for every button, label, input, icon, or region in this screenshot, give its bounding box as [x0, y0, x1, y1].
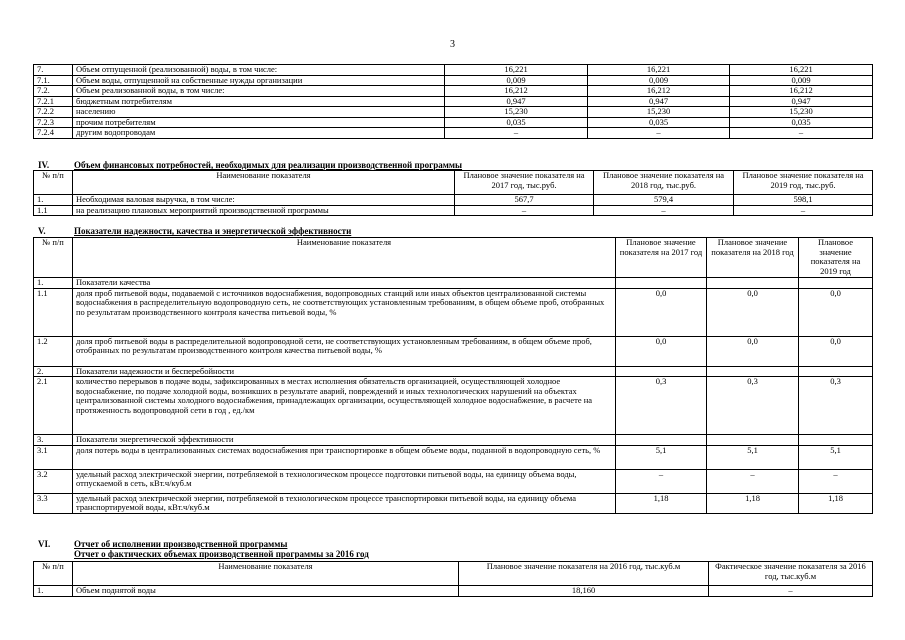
value-2018: –: [594, 205, 734, 216]
header-2018: Плановое значение показателя на 2018 год: [707, 238, 799, 278]
value-2018: [707, 435, 799, 446]
row-name: Объем отпущенной (реализованной) воды, в том числе:: [73, 65, 445, 76]
header-2018: Плановое значение показателя на 2018 год, тыс.руб.: [594, 171, 734, 195]
table-row: [34, 117, 873, 128]
value-2019: [799, 366, 873, 377]
value-2018: [707, 278, 799, 289]
row-num: 7.2.: [34, 86, 73, 97]
row-name: удельный расход электрической энергии, потребляемой в технологическом процессе подготовки питьевой воды, на единицу объема воды, отпускаемой в сеть, кВт.ч/куб.м: [73, 469, 616, 493]
row-name: Объем воды, отпущенной на собственные нужды организации: [73, 75, 445, 86]
section-number: IV.: [38, 160, 50, 170]
table-row: [34, 205, 873, 216]
value-2017: 1,18: [616, 493, 707, 513]
row-num: 3.1: [34, 445, 73, 469]
value-2017: 16,212: [445, 86, 588, 97]
section-number: V.: [38, 226, 46, 236]
row-num: 7.1.: [34, 75, 73, 86]
value-2017: –: [616, 469, 707, 493]
table-row: [34, 445, 873, 469]
value-2018: 15,230: [588, 107, 730, 118]
row-num: 7.2.3: [34, 117, 73, 128]
value-2019: 5,1: [799, 445, 873, 469]
row-name: Объем реализованной воды, в том числе:: [73, 86, 445, 97]
value-2017: 567,7: [455, 195, 594, 206]
table-row: [34, 435, 873, 446]
row-name: количество перерывов в подаче воды, зафиксированных в местах исполнения обязательств организацией, осуществляющей холодное водоснабжение, по подаче холодной воды, возникших в результате аварий, повреждений и иных технологических нарушений на объектах централизованной системы холодного водоснабжения, принадлежащих организации, осуществляющей холодное водоснабжение, в расчете на протяженность водопроводной сети в год , ед./км: [73, 377, 616, 435]
row-num: 7.: [34, 65, 73, 76]
financial-needs-table: [33, 170, 873, 216]
row-name: Показатели энергетической эффективности: [73, 435, 616, 446]
value-2019: 16,221: [730, 65, 873, 76]
row-num: 2.1: [34, 377, 73, 435]
value-2018: 0,009: [588, 75, 730, 86]
header-num: № п/п: [34, 562, 73, 586]
value-2017: [616, 366, 707, 377]
table-row: [34, 86, 873, 97]
value-2019: 0,0: [799, 288, 873, 336]
value-2017: 0,0: [616, 288, 707, 336]
value-2017: 0,035: [445, 117, 588, 128]
value-2017: [616, 435, 707, 446]
value-2019: 0,035: [730, 117, 873, 128]
table-row: [34, 469, 873, 493]
value-2018: –: [588, 128, 730, 139]
header-2019: Плановое значение показателя на 2019 год, тыс.руб.: [734, 171, 873, 195]
section-title: Объем финансовых потребностей, необходимых для реализации производственной программы: [74, 160, 463, 170]
value-2019: –: [734, 205, 873, 216]
row-name: доля потерь воды в централизованных системах водоснабжения при транспортировке в общем объеме воды, поданной в водопроводную сеть, %: [73, 445, 616, 469]
row-num: 1.1: [34, 288, 73, 336]
value-2019: 16,212: [730, 86, 873, 97]
row-name: Необходимая валовая выручка, в том числе:: [73, 195, 455, 206]
row-num: 7.2.4: [34, 128, 73, 139]
table-row: [34, 65, 873, 76]
value-2017: –: [455, 205, 594, 216]
table-row: [34, 288, 873, 336]
table-row: [34, 128, 873, 139]
row-num: 7.2.1: [34, 96, 73, 107]
row-name: бюджетным потребителям: [73, 96, 445, 107]
row-name: Показатели качества: [73, 278, 616, 289]
header-2017: Плановое значение показателя на 2017 год: [616, 238, 707, 278]
value-2017: 0,947: [445, 96, 588, 107]
row-name: на реализацию плановых мероприятий производственной программы: [73, 205, 455, 216]
row-name: доля проб питьевой воды, подаваемой с источников водоснабжения, водопроводных станций или иных объектов централизованной системы водоснабжения в распределительную водопроводную сеть, не соответствующих установленным требованиям, в общем объеме проб, отобранных по результатам производственного контроля качества питьевой воды, %: [73, 288, 616, 336]
section-5-heading: [38, 226, 351, 236]
table-row: [34, 377, 873, 435]
header-fact: Фактическое значение показателя за 2016 год, тыс.куб.м: [709, 562, 873, 586]
value-2018: 16,212: [588, 86, 730, 97]
section-subtitle: Отчет о фактических объемах производственной программы за 2016 год: [74, 549, 369, 559]
table-row: [34, 96, 873, 107]
water-volume-table: [33, 64, 873, 139]
value-2019: 0,0: [799, 336, 873, 366]
table-row: [34, 195, 873, 206]
section-4-heading: [38, 160, 462, 170]
row-num: 1.: [34, 278, 73, 289]
value-2017: 16,221: [445, 65, 588, 76]
section-6-subheading: [38, 549, 369, 559]
value-2017: 0,3: [616, 377, 707, 435]
value-2017: 0,0: [616, 336, 707, 366]
row-num: 3.2: [34, 469, 73, 493]
row-name: Показатели надежности и бесперебойности: [73, 366, 616, 377]
row-num: 1.: [34, 195, 73, 206]
value-2018: 0,0: [707, 336, 799, 366]
row-num: 7.2.2: [34, 107, 73, 118]
table-row: [34, 107, 873, 118]
value-2018: 0,947: [588, 96, 730, 107]
section-number: VI.: [38, 539, 51, 549]
value-2018: 1,18: [707, 493, 799, 513]
value-2019: 0,3: [799, 377, 873, 435]
value-2019: –: [730, 128, 873, 139]
table-row: [34, 493, 873, 513]
table-row: [34, 366, 873, 377]
row-name: другим водопроводам: [73, 128, 445, 139]
row-name: доля проб питьевой воды в распределительной водопроводной сети, не соответствующих установленным требованиям, в общем объеме проб, отобранных по результатам производственного контроля качества питьевой воды, %: [73, 336, 616, 366]
value-2019: 598,1: [734, 195, 873, 206]
value-2018: 5,1: [707, 445, 799, 469]
value-2017: –: [445, 128, 588, 139]
row-name: Объем поднятой воды: [73, 586, 459, 597]
value-2017: 15,230: [445, 107, 588, 118]
value-2017: 0,009: [445, 75, 588, 86]
header-2017: Плановое значение показателя на 2017 год, тыс.руб.: [455, 171, 594, 195]
production-report-table: [33, 561, 873, 597]
section-6-heading: [38, 539, 287, 549]
header-name: Наименование показателя: [73, 562, 459, 586]
value-2018: 0,0: [707, 288, 799, 336]
reliability-indicators-table: [33, 237, 873, 514]
header-num: № п/п: [34, 171, 73, 195]
value-2018: 16,221: [588, 65, 730, 76]
value-2019: –: [799, 469, 873, 493]
page-number: 3: [450, 39, 455, 50]
row-num: 3.3: [34, 493, 73, 513]
value-2019: 0,009: [730, 75, 873, 86]
value-plan: 18,160: [459, 586, 709, 597]
value-2019: [799, 278, 873, 289]
value-2019: [799, 435, 873, 446]
header-plan: Плановое значение показателя на 2016 год, тыс.куб.м: [459, 562, 709, 586]
header-name: Наименование показателя: [73, 238, 616, 278]
section-title: Отчет об исполнении производственной программы: [74, 539, 288, 549]
value-2018: –: [707, 469, 799, 493]
row-num: 2.: [34, 366, 73, 377]
table-row: [34, 586, 873, 597]
section-title: Показатели надежности, качества и энергетической эффективности: [74, 226, 352, 236]
value-2017: [616, 278, 707, 289]
table-row: [34, 278, 873, 289]
row-num: 3.: [34, 435, 73, 446]
value-2018: 579,4: [594, 195, 734, 206]
value-2018: 0,035: [588, 117, 730, 128]
row-num: 1.2: [34, 336, 73, 366]
row-name: прочим потребителям: [73, 117, 445, 128]
value-2018: [707, 366, 799, 377]
header-name: Наименование показателя: [73, 171, 455, 195]
value-2018: 0,3: [707, 377, 799, 435]
table-row: [34, 336, 873, 366]
table-row: [34, 75, 873, 86]
header-num: № п/п: [34, 238, 73, 278]
value-2019: 0,947: [730, 96, 873, 107]
row-name: населению: [73, 107, 445, 118]
value-2017: 5,1: [616, 445, 707, 469]
row-name: удельный расход электрической энергии, потребляемой в технологическом процессе транспортировки питьевой воды, на единицу объема транспортируемой воды, кВт.ч/куб.м: [73, 493, 616, 513]
value-fact: –: [709, 586, 873, 597]
value-2019: 15,230: [730, 107, 873, 118]
row-num: 1.1: [34, 205, 73, 216]
header-2019: Плановое значение показателя на 2019 год: [799, 238, 873, 278]
value-2019: 1,18: [799, 493, 873, 513]
row-num: 1.: [34, 586, 73, 597]
